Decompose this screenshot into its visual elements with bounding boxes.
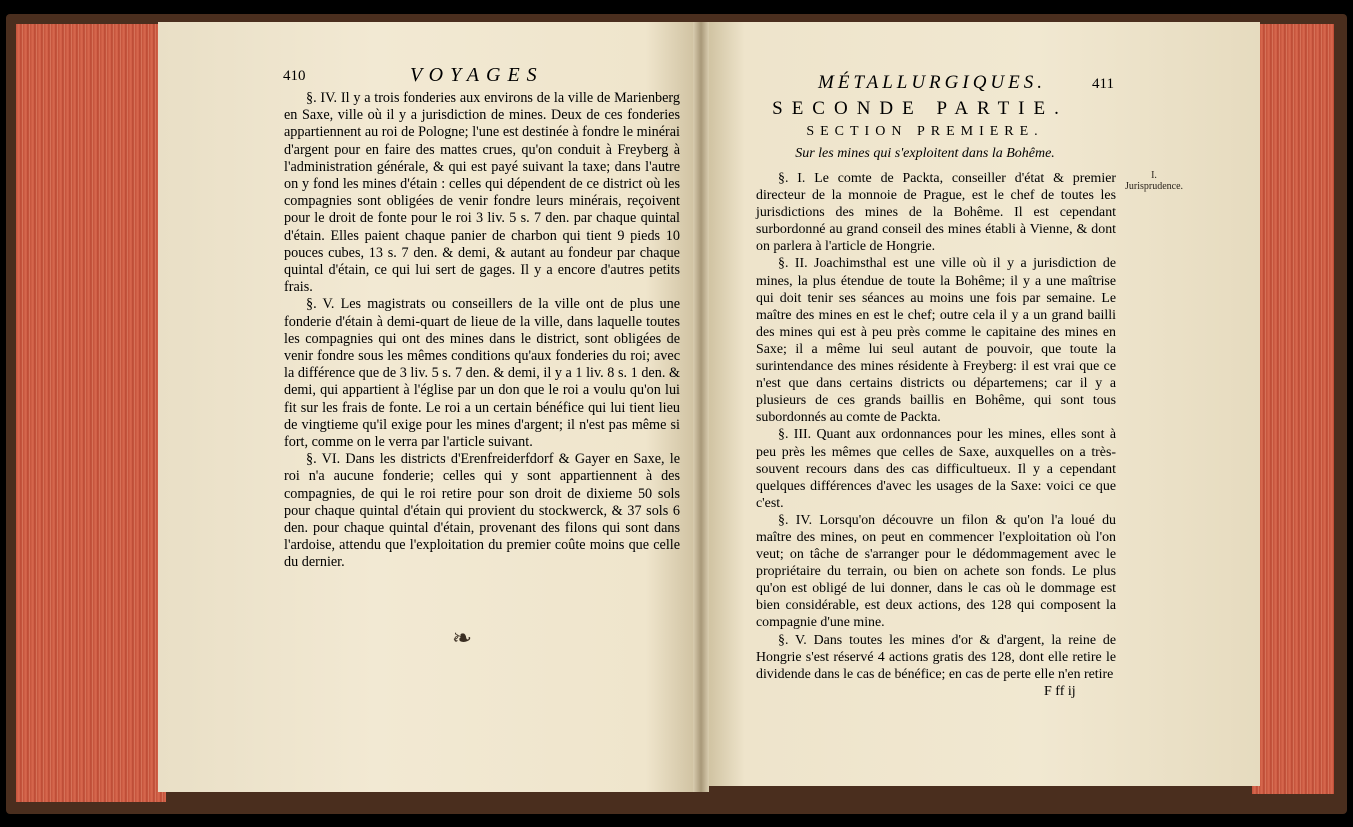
right-paragraph-4: §. IV. Lorsqu'on découvre un filon & qu'on l'a loué du maître des mines, on peut en commencer l'exploitation où l'on veut; on tâche de s'arranger pour le dédommagement avec le propriétaire du terrain, ou bien on achete son fonds. Le plus qu'on est obligé de lui donner, dans le cas où le dommage est bien considérable, est deux actions, des 128 qui composent la compagnie d'une mine. <box>756 512 1116 631</box>
right-running-head: MÉTALLURGIQUES. <box>818 72 1047 93</box>
left-paragraph-2: §. V. Les magistrats ou conseillers de la ville ont de plus une fonderie d'étain à demi-quart de lieue de la ville, dans laquelle toutes les compagnies qui ont des mines dans le district, sont obligées de venir fondre sous les mêmes conditions qu'aux fonderies du roi; avec la différence que de 3 liv. 5 s. 7 den. & demi, il y a 1 liv. 8 s. 1 den. & demi, qui appartient à l'église par un don que le roi a voulu qu'on lui fit sur les frais de fonte. Le roi a un certain bénéfice qui lui tient lieu de vingtieme qu'il exige pour les mines d'argent; il n'est pas même si fort, comme on le verra par l'article suivant. <box>284 296 680 451</box>
left-body-text <box>284 90 680 572</box>
left-page-edges <box>16 24 166 802</box>
part-title: SECONDE PARTIE. <box>772 98 1068 119</box>
signature-mark: F ff ij <box>1044 684 1076 699</box>
section-title: SECTION PREMIERE. <box>806 124 1044 139</box>
right-page-edges <box>1252 24 1334 794</box>
left-page-number: 410 <box>283 68 306 84</box>
right-paragraph-1: §. I. Le comte de Packta, conseiller d'état & premier directeur de la monnoie de Prague, est le chef de toutes les jurisdictions des mines de la Bohême. Il est cependant surbordonné au grand conseil des mines établi à Vienne, & dont on parlera à l'article de Hongrie. <box>756 171 1116 255</box>
right-paragraph-2: §. II. Joachimsthal est une ville où il y a jurisdiction de mines, la plus étendue de toute la Bohême; il y a une maîtrise qui doit tenir ses séances au moins une fois par semaine. Le maître des mines en est le chef; outre cela il y a un grand bailli des mines qui est à peu près comme le capitaine des mines en Saxe; il a même lui seul autant de pouvoir, que toute la surintendance des mines résidente à Freyberg: il est vrai que ce n'est que dans certains districts ou départemens; car il y a plusieurs de ces grands baillis en Bohême, qui sont tous subordonnés au comte de Packta. <box>756 256 1116 426</box>
book-gutter <box>693 22 709 792</box>
left-paragraph-1: §. IV. Il y a trois fonderies aux environs de la ville de Marienberg en Saxe, ville où il y a jurisdiction de mines. Deux de ces fonderies appartiennent au roi de Pologne; l'une est destinée à fondre le minérai d'argent pour en faire des mattes crues, qu'on conduit à Freyberg à l'administration générale, & qui est payé suivant la taxe; dans l'autre on y fond les mines d'étain : celles qui dépendent de ce district où les compagnies sont obligées de venir fondre leurs minérais, reçoivent pour le droit de fonte pour le roi 3 liv. 5 s. 7 den. par chaque quintal d'étain. Elles paient chaque panier de charbon qui tient 9 pieds 10 pouces cubes, 13 s. 7 den. & demi, & autant au fondeur par chaque quintal d'étain, ce qui lui sert de gages. Il y a encore d'autres petits frais. <box>284 90 680 296</box>
right-paragraph-3: §. III. Quant aux ordonnances pour les mines, elles sont à peu près les mêmes que celles de Saxe, auxquelles on a très-souvent recours dans des cas difficultueux. Il y a cependant quelques différences d'avec les usages de la Saxe: voici ce que c'est. <box>756 427 1116 511</box>
left-paragraph-3: §. VI. Dans les districts d'Erenfreiderfdorf & Gayer en Saxe, le roi n'a aucune fonderie; celles qui y sont appartiennent à des compagnies, de qui le roi retire pour son droit de dixieme 50 sols pour chaque quintal d'étain qui provient du stockwerck, & 37 sols 6 den. pour chaque quintal d'étain, provenant des filons qui sont dans l'ardoise, attendu que l'exploitation du premier coûte moins que celle du dernier. <box>284 451 680 571</box>
right-body-text <box>756 170 1116 683</box>
fleuron-ornament: ❧ <box>452 626 473 652</box>
margin-note: I. Jurisprudence. <box>1124 170 1184 192</box>
right-paragraph-5: §. V. Dans toutes les mines d'or & d'argent, la reine de Hongrie s'est réservé 4 actions gratis des 128, dont elle retire le dividende dans le cas de bénéfice; en cas de perte elle n'en retire <box>756 632 1116 682</box>
right-page-number: 411 <box>1092 76 1114 92</box>
section-subtitle: Sur les mines qui s'exploitent dans la Bohême. <box>795 146 1055 161</box>
left-running-head: VOYAGES <box>410 64 544 86</box>
